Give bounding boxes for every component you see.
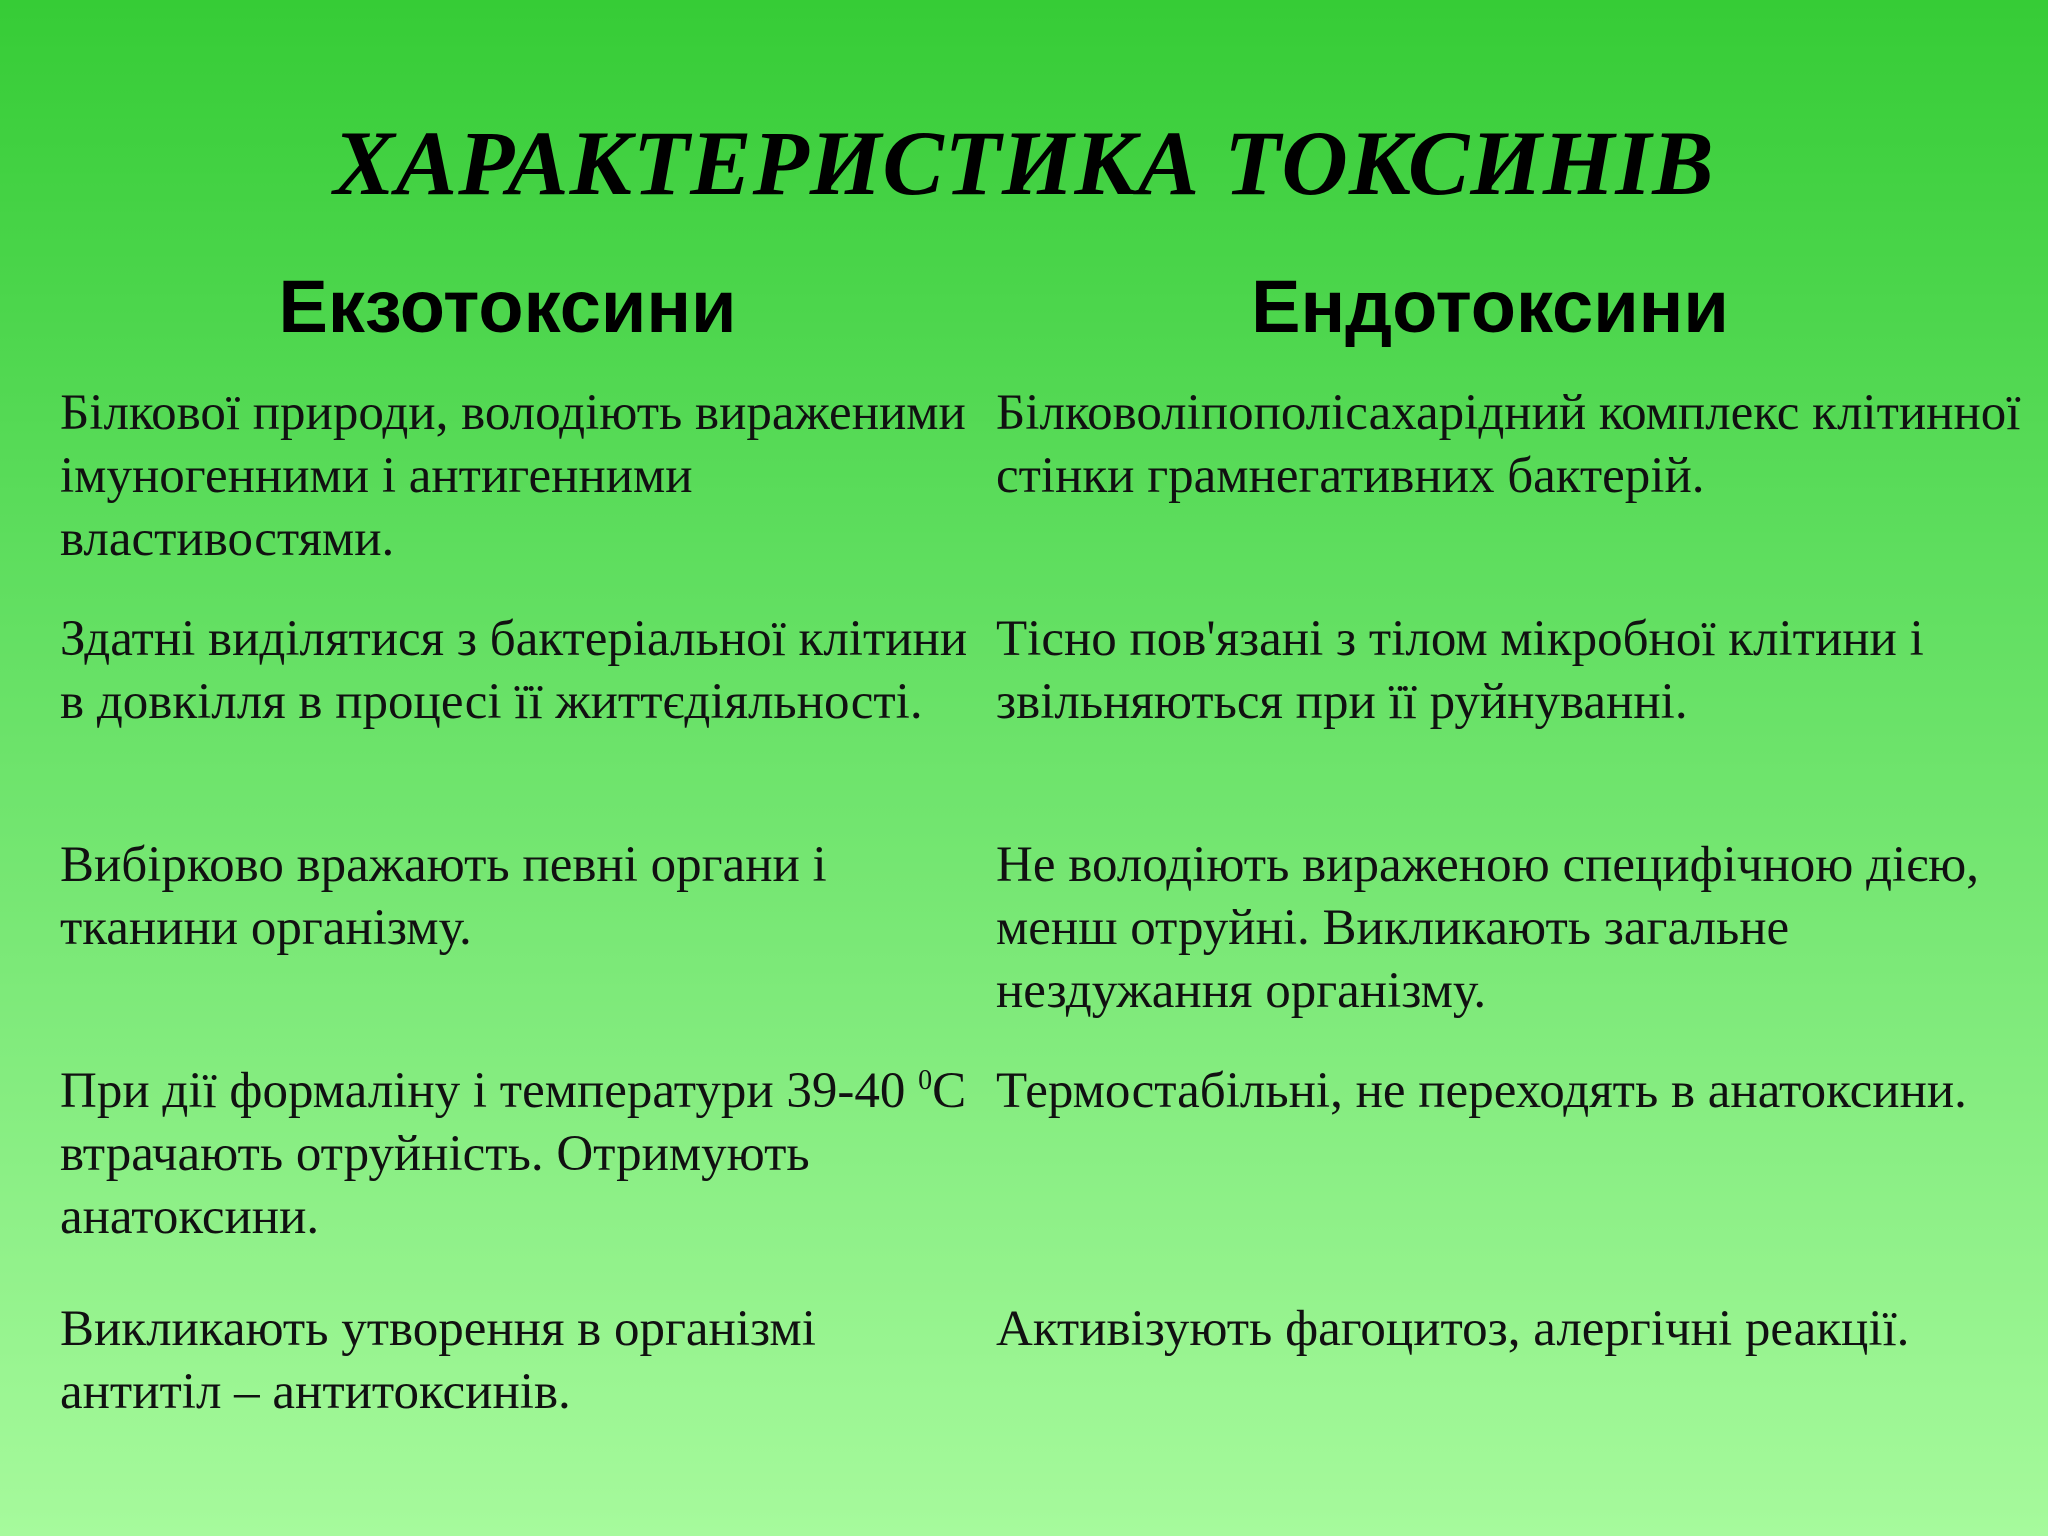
degree-superscript: 0 bbox=[918, 1065, 933, 1096]
endotoxin-property-4: Термостабільні, не переходять в анатоксини. bbox=[996, 1063, 1967, 1119]
endotoxin-property-3: Не володіють вираженою специфічною дією, менш отруйні. Викликають загальне нездужання організму. bbox=[996, 837, 1979, 1019]
exotoxin-property-2: Здатні виділятися з бактеріальної клітини в довкілля в процесі її життєдіяльності. bbox=[60, 611, 968, 730]
endotoxin-property-1: Білковоліпополісахарідний комплекс клітинної стінки грамнегативних бактерій. bbox=[996, 385, 2021, 504]
endotoxin-property-2: Тісно пов'язані з тілом мікробної клітини і звільняються при її руйнуванні. bbox=[996, 611, 1924, 730]
exotoxin-property-5: Викликають утворення в організмі антитіл – антитоксинів. bbox=[60, 1301, 816, 1420]
exotoxin-property-4 bbox=[60, 1060, 990, 1249]
exotoxin-property-1: Білкової природи, володіють вираженими імуногенними і антигенними властивостями. bbox=[60, 385, 966, 567]
exotoxin-property-4-text-b: С втрачають отруйність. Отримують анатоксини. bbox=[60, 1063, 967, 1245]
column-header-exotoxins: Екзотоксини bbox=[278, 265, 737, 348]
exotoxin-property-4-text-a: При дії формаліну і температури 39-40 bbox=[60, 1063, 919, 1119]
endotoxin-property-5: Активізують фагоцитоз, алергічні реакції. bbox=[996, 1301, 1910, 1357]
slide-title: ХАРАКТЕРИСТИКА ТОКСИНІВ bbox=[333, 112, 1715, 214]
exotoxin-property-3: Вибірково вражають певні органи і тканини організму. bbox=[60, 837, 827, 956]
column-header-endotoxins: Ендотоксини bbox=[1251, 265, 1729, 348]
